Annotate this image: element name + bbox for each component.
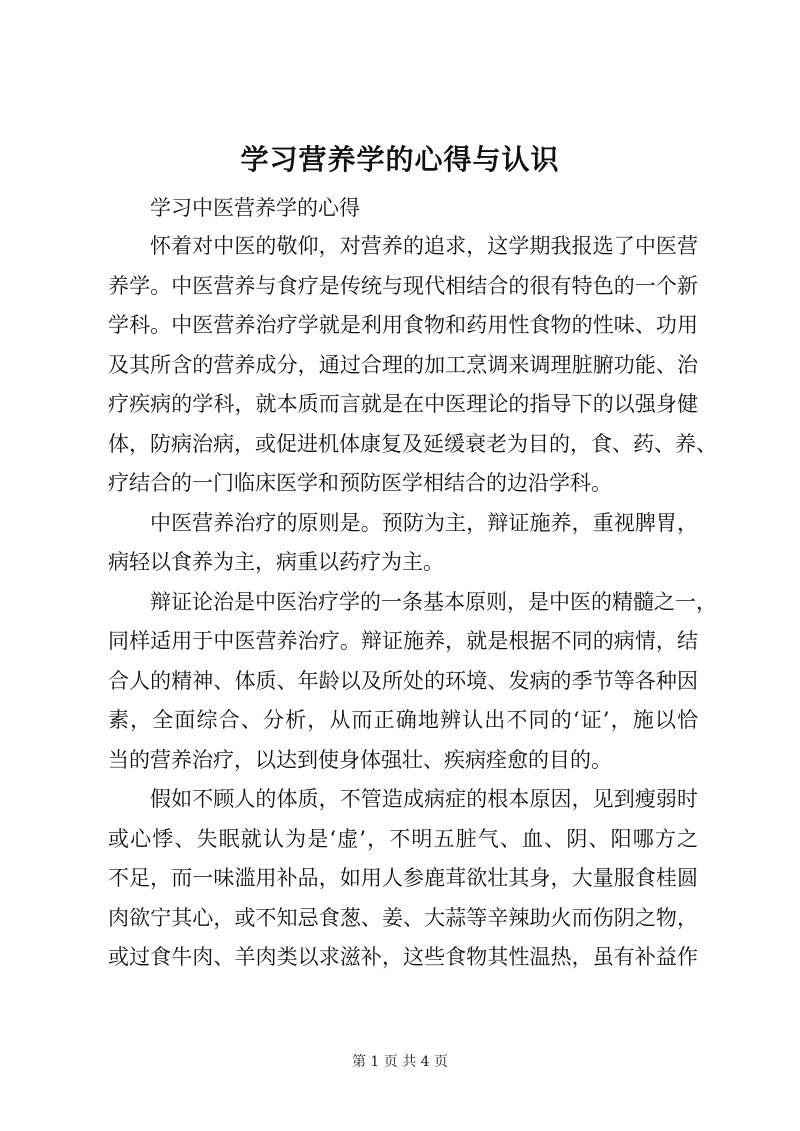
document-subtitle: 学习中医营养学的心得 (150, 196, 360, 220)
paragraph-1 (108, 227, 717, 504)
text-line: 辩证论治是中医治疗学的一条基本原则，是中医的精髓之一， (150, 589, 717, 614)
text-line: 怀着对中医的敬仰，对营养的追求，这学期我报选了中医营 (150, 234, 698, 258)
text-line: 假如不顾人的体质，不管造成病症的根本原因，见到瘦弱时 (150, 787, 698, 811)
text-line: 或心悸、失眠就认为是‘虚’，不明五脏气、血、阴、阳哪方之 (108, 826, 698, 851)
text-line: 肉欲宁其心，或不知忌食葱、姜、大蒜等辛辣助火而伤阴之物， (108, 905, 698, 930)
text-line: 或过食牛肉、羊肉类以求滋补，这些食物其性温热，虽有补益作 (108, 945, 698, 969)
text-line: 同样适用于中医营养治疗。辩证施养，就是根据不同的病情，结 (108, 629, 698, 653)
text-line: 不足，而一味滥用补品，如用人参鹿茸欲壮其身，大量服食桂圆 (108, 866, 698, 890)
text-line: 合人的精神、体质、年龄以及所处的环境、发病的季节等各种因 (108, 668, 698, 693)
page-footer: 第 1 页 共 4 页 (351, 1054, 449, 1070)
paragraph-3 (108, 583, 717, 781)
document-body (108, 227, 717, 978)
text-line: 及其所含的营养成分，通过合理的加工烹调来调理脏腑功能、治 (108, 352, 698, 377)
text-line: 当的营养治疗，以达到使身体强壮、疾病痊愈的目的。 (108, 747, 612, 772)
text-line: 疗疾病的学科，就本质而言就是在中医理论的指导下的以强身健 (108, 392, 698, 416)
text-line: 学科。中医营养治疗学就是利用食物和药用性食物的性味、功用 (108, 313, 698, 337)
text-line: 病轻以食养为主，病重以药疗为主。 (108, 550, 444, 574)
text-line: 体，防病治病，或促进机体康复及延缓衰老为目的，食、药、养、 (108, 431, 717, 456)
document-title: 学习营养学的心得与认识 (240, 143, 560, 176)
text-line: 素，全面综合、分析，从而正确地辨认出不同的‘证’，施以恰 (108, 708, 698, 732)
text-line: 中医营养治疗的原则是。预防为主，辩证施养，重视脾胃， (150, 510, 698, 535)
text-line: 养学。中医营养与食疗是传统与现代相结合的很有特色的一个新 (108, 273, 698, 298)
paragraph-4 (108, 780, 698, 978)
text-line: 疗结合的一门临床医学和预防医学相结合的边沿学科。 (108, 471, 612, 495)
paragraph-2 (108, 504, 698, 583)
